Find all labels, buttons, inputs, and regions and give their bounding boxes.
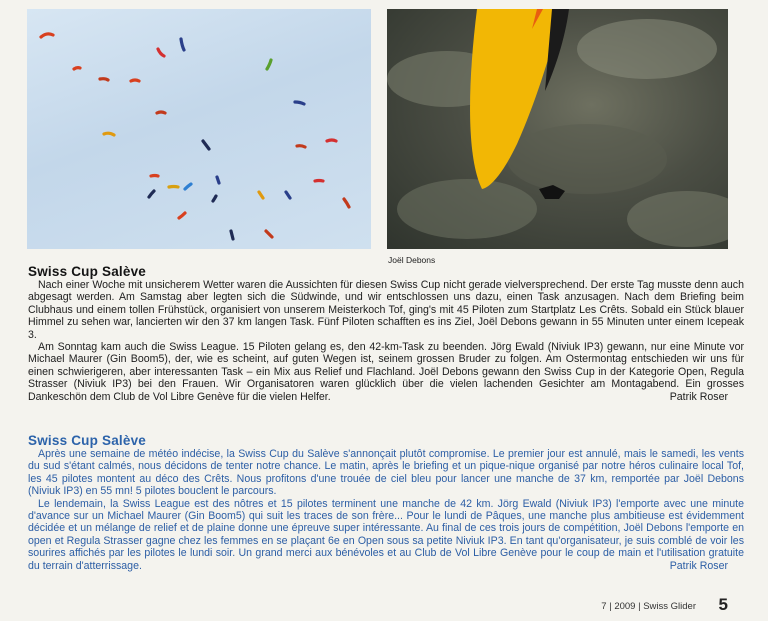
author-name: Patrik Roser xyxy=(669,559,728,572)
paragraph xyxy=(28,498,744,572)
article-title-german: Swiss Cup Salève xyxy=(28,264,147,279)
paraglider-wings xyxy=(41,34,349,239)
issue-footer: 7 | 2009 | Swiss Glider xyxy=(601,601,696,612)
page-number: 5 xyxy=(718,595,728,614)
paragraph xyxy=(28,341,744,403)
photo-paragliders-sky xyxy=(27,9,371,249)
paragraph: Nach einer Woche mit unsicherem Wetter waren die Aussichten für diesen Swiss Cup nicht gerade vielversprechend. Der erste Tag musste denn auch abgesagt werden. Am Samstag aber legten sich die Südwinde, und wir entschlossen uns dazu, einen Task anzusagen. Nach dem Briefing beim Clubhaus und einem tollen Frühstück, organisiert von unserem Meisterkoch Tof, ging's mit 45 Piloten zum Startplatz Les Crêts. Sobald ein Stück blauer Himmel zu sehen war, lancierten wir den 37 km langen Task. Fünf Piloten schafften es ins Ziel, Joël Debons gewann in 55 Minuten unter einem Icepeak 3. xyxy=(28,279,744,341)
photo-credit: Joël Debons xyxy=(388,255,436,265)
author-name: Patrik Roser xyxy=(669,390,728,403)
article-title-french: Swiss Cup Salève xyxy=(28,433,147,448)
paragraph: Après une semaine de météo indécise, la Swiss Cup du Salève s'annonçait plutôt compromise. Le premier jour est annulé, mais le samedi, les vents du sud s'étant calmés, nous décidons de tenter notre chance. Le matin, après le briefing et un pique-nique organisé par notre héros culinaire local Tof, les 45 pilotes montent au déco des Crêts. Nous profitons d'une trouée de ciel bleu pour lancer une manche de 37 km, remportée par Joël Debons (Niviuk IP3) en 55 mn! 5 pilotes bouclent le parcours. xyxy=(28,448,744,498)
photo-paraglider-wing xyxy=(387,9,728,249)
paragraph-text: Le lendemain, la Swiss League est des nôtres et 15 pilotes terminent une manche de 42 km. Jörg Ewald (Niviuk IP3) l'emporte avec une minute d'avance sur un Michael Maurer (Gin Boom5) qui suit les traces de son frère... Pour le lundi de Pâques, une manche plus ambitieuse est évidemment décidée et un mélange de relief et de plaine donne une épreuve super intéressante. Au final de ces trois jours de compétition, Joël Debons l'emporte en open et Regula Strasser gagne chez les femmes en se plaçant 6e en Open sous sa petite Niviuk IP3. En tant qu'organisateur, je suis comblé de voir les sourires affichés par les pilotes le lundi soir. Un grand merci aux bénévoles et au Club de Vol Libre Genève pour le coup de main et l'utilisation gratuite du terrain d'atterrissage. xyxy=(28,497,744,572)
paragraph-text: Am Sonntag kam auch die Swiss League. 15 Piloten gelang es, den 42-km-Task zu beenden. Jörg Ewald (Niviuk IP3) gewann, nur eine Minute vor Michael Maurer (Gin Boom5), der, wie es scheint, auf guten Wegen ist, seinem grossen Bruder zu folgen. Am Ostermontag entschieden wir uns für einen schwierigeren, aber interessanten Task – ein Mix aus Relief und Flachland. Joël Debons gewann den Swiss Cup in der Kategorie Open, Regula Strasser (Niviuk IP3) bei den Frauen. Wir Organisatoren waren glücklich über die vielen lachenden Gesichter am Montagabend. Ein grosses Dankeschön dem Club de Vol Libre Genève für die vielen Helfer. xyxy=(28,341,744,403)
article-body-german xyxy=(28,279,744,403)
article-body-french xyxy=(28,448,744,572)
